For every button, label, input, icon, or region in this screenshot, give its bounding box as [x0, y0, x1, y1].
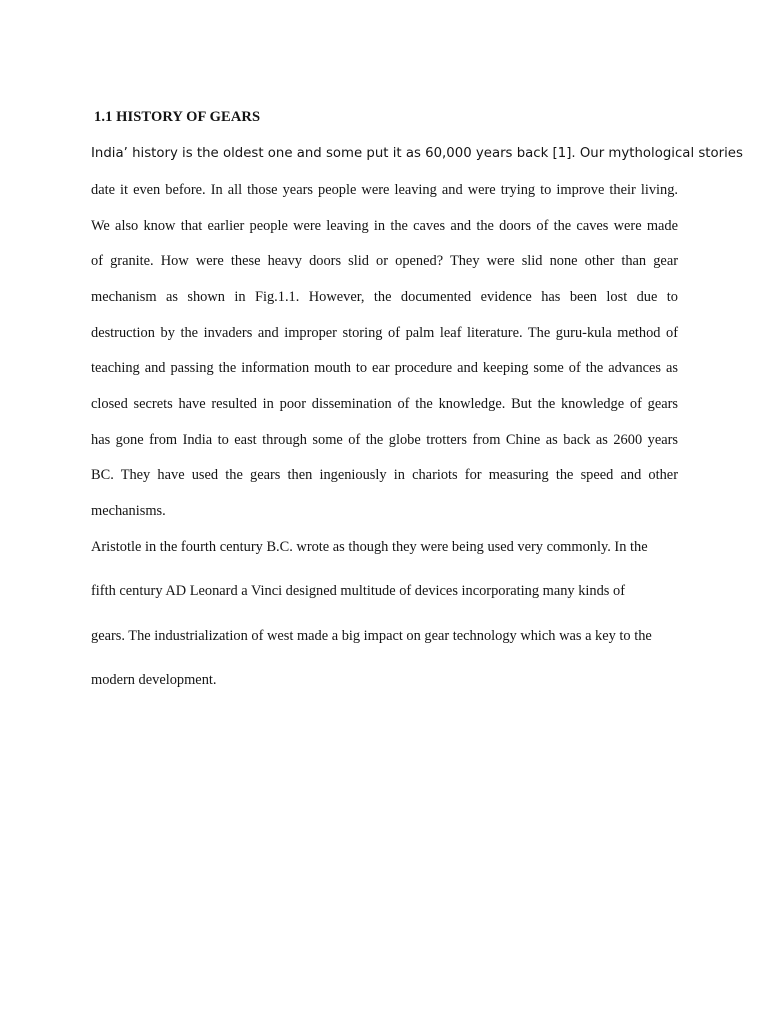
paragraph-1-line-9: has gone from India to east through some of the globe trotters from Chine as back as 2600 years	[91, 432, 678, 448]
paragraph-2-line-4: modern development.	[91, 672, 217, 688]
paragraph-1-line-11: mechanisms.	[91, 503, 166, 519]
paragraph-2-line-3: gears. The industrialization of west made a big impact on gear technology which was a key to the	[91, 628, 652, 644]
paragraph-1-line-8: closed secrets have resulted in poor dissemination of the knowledge. But the knowledge of gears	[91, 396, 678, 412]
paragraph-1-line-7: teaching and passing the information mouth to ear procedure and keeping some of the advances as	[91, 360, 678, 376]
section-heading: 1.1 HISTORY OF GEARS	[94, 109, 261, 125]
paragraph-1-line-2: date it even before. In all those years people were leaving and were trying to improve their living.	[91, 182, 678, 198]
paragraph-1-line-4: of granite. How were these heavy doors slid or opened? They were slid none other than gear	[91, 253, 678, 269]
paragraph-1-line-10: BC. They have used the gears then ingeniously in chariots for measuring the speed and other	[91, 467, 678, 483]
paragraph-1-line-6: destruction by the invaders and improper storing of palm leaf literature. The guru-kula method of	[91, 325, 678, 341]
paragraph-2-line-1: Aristotle in the fourth century B.C. wrote as though they were being used very commonly. In the	[91, 539, 648, 555]
paragraph-1-line-1: India’ history is the oldest one and some put it as 60,000 years back [1]. Our mythological stories	[91, 146, 743, 161]
paragraph-2-line-2: fifth century AD Leonard a Vinci designed multitude of devices incorporating many kinds of	[91, 583, 625, 599]
paragraph-1-line-5: mechanism as shown in Fig.1.1. However, the documented evidence has been lost due to	[91, 289, 678, 305]
paragraph-1-line-3: We also know that earlier people were leaving in the caves and the doors of the caves were made	[91, 218, 678, 234]
